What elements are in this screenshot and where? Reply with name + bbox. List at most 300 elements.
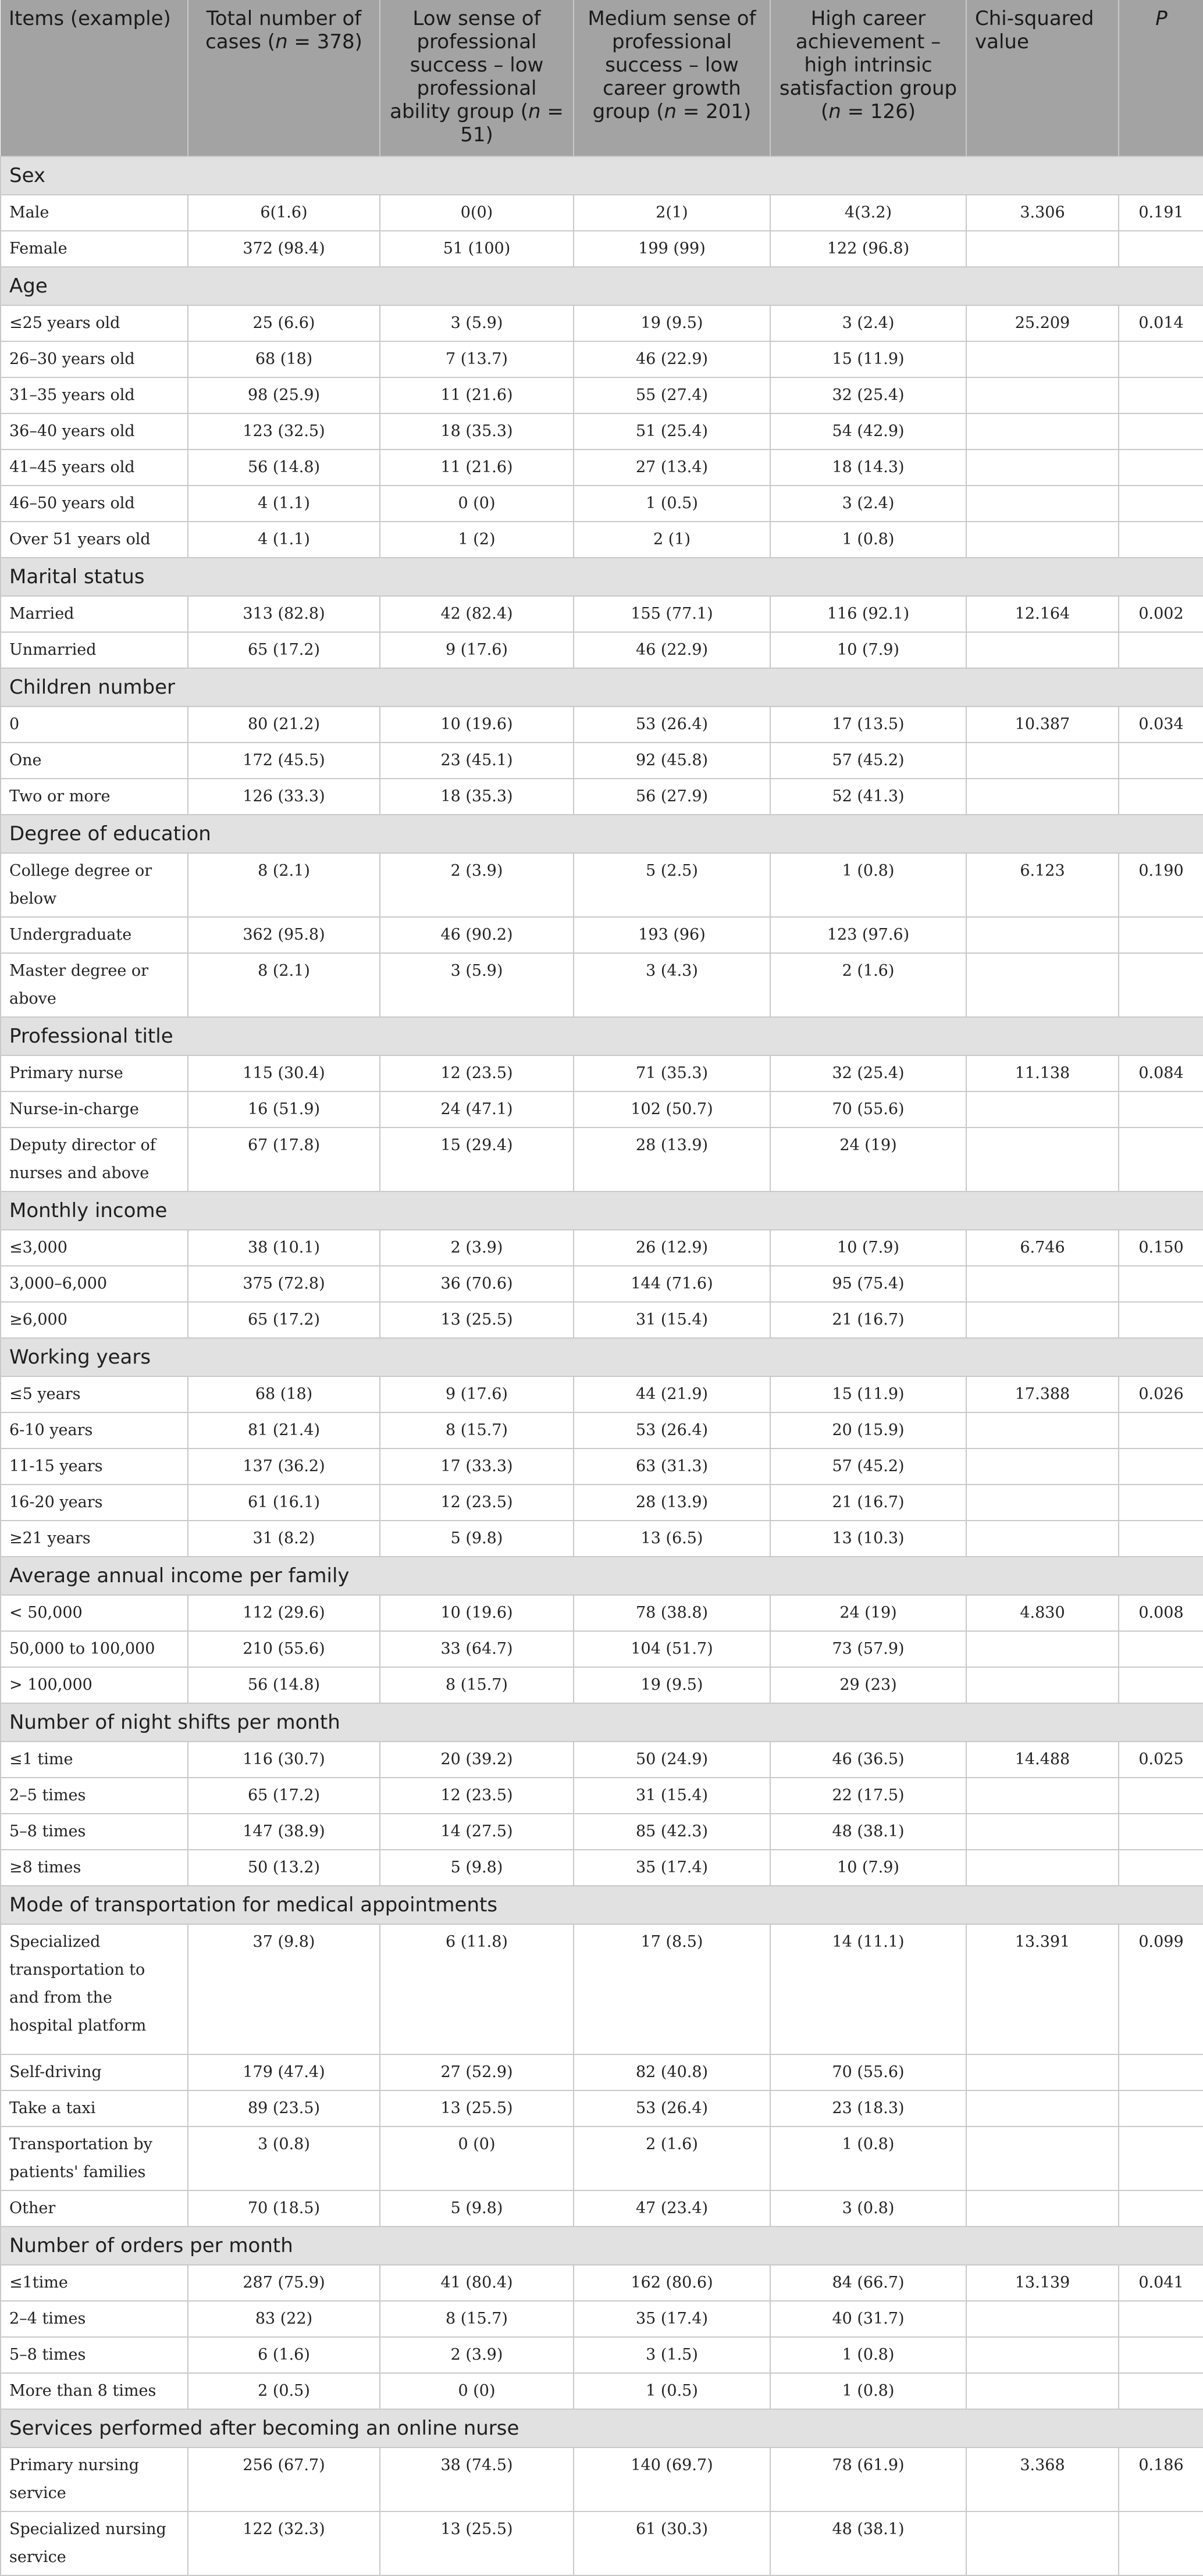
table-row [1, 2265, 1203, 2301]
table-cell [1119, 743, 1203, 779]
table-cell [1119, 1091, 1203, 1128]
table-body [1, 156, 1203, 2575]
table-cell [1119, 2373, 1203, 2409]
table-cell [966, 1850, 1119, 1886]
table-cell: 98 (25.9) [188, 377, 380, 413]
row-label: ≥21 years [1, 1521, 188, 1557]
table-cell [966, 1667, 1119, 1703]
table-cell [966, 1521, 1119, 1557]
table-cell: 147 (38.9) [188, 1814, 380, 1850]
section-row [1, 156, 1203, 195]
table-cell [966, 953, 1119, 1017]
table-cell: 112 (29.6) [188, 1595, 380, 1631]
table-cell: 2(1) [574, 195, 770, 231]
table-cell: 32 (25.4) [770, 1055, 966, 1091]
table-row [1, 413, 1203, 449]
table-row [1, 1778, 1203, 1814]
table-cell [966, 522, 1119, 558]
row-label: ≥8 times [1, 1850, 188, 1886]
table-cell [966, 779, 1119, 815]
table-cell: 2 (3.9) [380, 853, 574, 917]
table-cell: 28 (13.9) [574, 1485, 770, 1521]
table-cell: 56 (27.9) [574, 779, 770, 815]
table-cell: 1 (0.8) [770, 522, 966, 558]
table-cell: 0.002 [1119, 596, 1203, 632]
section-title: Sex [1, 156, 1203, 195]
table-row [1, 1055, 1203, 1091]
table-cell: 126 (33.3) [188, 779, 380, 815]
header-low-group: Low sense of professional success – low professional ability group (n = 51) [380, 0, 574, 156]
row-label: 36–40 years old [1, 413, 188, 449]
row-label: 5–8 times [1, 1814, 188, 1850]
table-row [1, 2090, 1203, 2127]
table-cell [966, 341, 1119, 377]
table-cell [966, 2301, 1119, 2337]
table-cell: 11 (21.6) [380, 377, 574, 413]
header-p [1119, 0, 1203, 156]
header-row [1, 0, 1203, 156]
table-cell: 70 (55.6) [770, 2054, 966, 2090]
table-cell: 36 (70.6) [380, 1266, 574, 1302]
table-cell: 0 (0) [380, 2373, 574, 2409]
table-cell [966, 1814, 1119, 1850]
section-row [1, 2227, 1203, 2265]
table-row [1, 449, 1203, 486]
table-cell: 313 (82.8) [188, 596, 380, 632]
table-cell: 10 (7.9) [770, 1230, 966, 1266]
table-cell: 0.026 [1119, 1376, 1203, 1412]
table-cell [966, 413, 1119, 449]
table-cell: 115 (30.4) [188, 1055, 380, 1091]
table-cell: 65 (17.2) [188, 1778, 380, 1814]
table-row [1, 377, 1203, 413]
section-row [1, 668, 1203, 707]
table-cell: 73 (57.9) [770, 1631, 966, 1667]
table-row [1, 743, 1203, 779]
table-row [1, 1631, 1203, 1667]
table-cell: 2 (1.6) [770, 953, 966, 1017]
table-cell: 1 (0.8) [770, 2373, 966, 2409]
table-cell: 17 (8.5) [574, 1924, 770, 2054]
table-cell: 51 (100) [380, 231, 574, 267]
table-cell [966, 2337, 1119, 2373]
table-row [1, 2054, 1203, 2090]
table-row [1, 1850, 1203, 1886]
table-cell: 5 (2.5) [574, 853, 770, 917]
table-cell: 2 (3.9) [380, 2337, 574, 2373]
row-label: Self-driving [1, 2054, 188, 2090]
table-cell: 50 (13.2) [188, 1850, 380, 1886]
table-cell: 1 (0.5) [574, 2373, 770, 2409]
table-cell: 6 (1.6) [188, 2337, 380, 2373]
table-row [1, 1302, 1203, 1338]
table-cell [1119, 2337, 1203, 2373]
row-label: ≤1 time [1, 1742, 188, 1778]
table-row [1, 2190, 1203, 2227]
table-cell: 57 (45.2) [770, 743, 966, 779]
table-row [1, 2511, 1203, 2575]
row-label: 3,000–6,000 [1, 1266, 188, 1302]
table-row [1, 341, 1203, 377]
table-cell: 40 (31.7) [770, 2301, 966, 2337]
table-cell [966, 1485, 1119, 1521]
table-cell: 63 (31.3) [574, 1448, 770, 1485]
table-cell [1119, 2301, 1203, 2337]
table-cell [966, 486, 1119, 522]
table-cell: 9 (17.6) [380, 1376, 574, 1412]
table-cell: 210 (55.6) [188, 1631, 380, 1667]
table-cell: 61 (30.3) [574, 2511, 770, 2575]
table-cell: 155 (77.1) [574, 596, 770, 632]
table-row [1, 632, 1203, 668]
table-row [1, 231, 1203, 267]
table-cell: 0.084 [1119, 1055, 1203, 1091]
table-cell: 2 (1) [574, 522, 770, 558]
table-cell [1119, 1778, 1203, 1814]
table-row [1, 1667, 1203, 1703]
table-row [1, 953, 1203, 1017]
table-cell: 10 (19.6) [380, 707, 574, 743]
table-cell [966, 743, 1119, 779]
table-cell: 8 (2.1) [188, 953, 380, 1017]
table-header [1, 0, 1203, 156]
table-cell [1119, 486, 1203, 522]
table-cell: 17 (33.3) [380, 1448, 574, 1485]
table-cell: 67 (17.8) [188, 1128, 380, 1191]
table-cell [966, 1631, 1119, 1667]
table-cell: 24 (19) [770, 1595, 966, 1631]
table-cell: 116 (30.7) [188, 1742, 380, 1778]
section-title: Professional title [1, 1017, 1203, 1055]
table-cell: 10 (19.6) [380, 1595, 574, 1631]
table-row [1, 1485, 1203, 1521]
table-cell: 0.099 [1119, 1924, 1203, 2054]
table-cell: 0.034 [1119, 707, 1203, 743]
table-cell: 84 (66.7) [770, 2265, 966, 2301]
row-label: Specialized nursing service [1, 2511, 188, 2575]
table-cell [1119, 917, 1203, 953]
table-cell: 70 (55.6) [770, 1091, 966, 1128]
table-cell: 17.388 [966, 1376, 1119, 1412]
table-cell [966, 1091, 1119, 1128]
table-cell: 123 (97.6) [770, 917, 966, 953]
table-cell: 0.025 [1119, 1742, 1203, 1778]
table-cell: 10.387 [966, 707, 1119, 743]
table-cell [1119, 449, 1203, 486]
table-cell: 56 (14.8) [188, 1667, 380, 1703]
table-cell: 42 (82.4) [380, 596, 574, 632]
table-row [1, 1376, 1203, 1412]
row-label: ≤1time [1, 2265, 188, 2301]
table-row [1, 1521, 1203, 1557]
table-cell: 3 (2.4) [770, 305, 966, 341]
table-cell: 25 (6.6) [188, 305, 380, 341]
section-row [1, 1886, 1203, 1924]
table-cell: 92 (45.8) [574, 743, 770, 779]
table-cell: 35 (17.4) [574, 1850, 770, 1886]
table-cell: 4 (1.1) [188, 522, 380, 558]
table-row [1, 596, 1203, 632]
row-label: Undergraduate [1, 917, 188, 953]
table-cell: 31 (15.4) [574, 1778, 770, 1814]
row-label: 31–35 years old [1, 377, 188, 413]
table-cell: 13.391 [966, 1924, 1119, 2054]
table-cell [966, 2511, 1119, 2575]
table-cell: 83 (22) [188, 2301, 380, 2337]
section-title: Degree of education [1, 815, 1203, 853]
table-cell [966, 1128, 1119, 1191]
row-label: Deputy director of nurses and above [1, 1128, 188, 1191]
table-cell: 80 (21.2) [188, 707, 380, 743]
section-row [1, 1557, 1203, 1595]
row-label: College degree or below [1, 853, 188, 917]
table-cell: 15 (11.9) [770, 1376, 966, 1412]
row-label: Two or more [1, 779, 188, 815]
header-items: Items (example) [1, 0, 188, 156]
table-cell: 71 (35.3) [574, 1055, 770, 1091]
table-row [1, 2337, 1203, 2373]
table-cell: 68 (18) [188, 1376, 380, 1412]
table-cell [966, 917, 1119, 953]
table-row [1, 305, 1203, 341]
table-cell: 3.368 [966, 2447, 1119, 2511]
table-cell: 104 (51.7) [574, 1631, 770, 1667]
table-cell [1119, 1631, 1203, 1667]
table-cell [1119, 1485, 1203, 1521]
table-row [1, 1266, 1203, 1302]
table-cell: 17 (13.5) [770, 707, 966, 743]
table-cell [966, 2090, 1119, 2127]
row-label: Primary nursing service [1, 2447, 188, 2511]
table-cell: 5 (9.8) [380, 1850, 574, 1886]
table-cell: 41 (80.4) [380, 2265, 574, 2301]
table-cell: 256 (67.7) [188, 2447, 380, 2511]
table-cell: 54 (42.9) [770, 413, 966, 449]
row-label: < 50,000 [1, 1595, 188, 1631]
header-medium-group: Medium sense of professional success – low career growth group (n = 201) [574, 0, 770, 156]
table-cell [966, 2373, 1119, 2409]
table-cell: 52 (41.3) [770, 779, 966, 815]
table-cell [1119, 1667, 1203, 1703]
table-cell: 5 (9.8) [380, 2190, 574, 2227]
table-cell [966, 231, 1119, 267]
table-cell: 172 (45.5) [188, 743, 380, 779]
section-title: Marital status [1, 558, 1203, 596]
table-cell [1119, 1128, 1203, 1191]
table-cell: 48 (38.1) [770, 2511, 966, 2575]
table-cell: 0.014 [1119, 305, 1203, 341]
table-cell: 78 (61.9) [770, 2447, 966, 2511]
table-cell [966, 2127, 1119, 2190]
table-cell: 372 (98.4) [188, 231, 380, 267]
table-cell: 51 (25.4) [574, 413, 770, 449]
section-row [1, 267, 1203, 305]
table-cell: 11.138 [966, 1055, 1119, 1091]
table-cell: 56 (14.8) [188, 449, 380, 486]
table-cell: 1 (0.8) [770, 2127, 966, 2190]
table-cell: 27 (52.9) [380, 2054, 574, 2090]
table-row [1, 1924, 1203, 2054]
section-title: Number of orders per month [1, 2227, 1203, 2265]
table-cell [1119, 413, 1203, 449]
table-cell: 122 (96.8) [770, 231, 966, 267]
table-cell: 8 (15.7) [380, 1667, 574, 1703]
table-cell: 22 (17.5) [770, 1778, 966, 1814]
table-cell [966, 632, 1119, 668]
table-cell: 6.746 [966, 1230, 1119, 1266]
table-cell: 37 (9.8) [188, 1924, 380, 2054]
table-cell: 46 (22.9) [574, 632, 770, 668]
row-label: 50,000 to 100,000 [1, 1631, 188, 1667]
table-cell: 11 (21.6) [380, 449, 574, 486]
table-cell: 19 (9.5) [574, 1667, 770, 1703]
table-cell [966, 2190, 1119, 2227]
table-cell: 26 (12.9) [574, 1230, 770, 1266]
table-cell: 65 (17.2) [188, 1302, 380, 1338]
table-row [1, 1448, 1203, 1485]
table-row [1, 1091, 1203, 1128]
table-cell: 16 (51.9) [188, 1091, 380, 1128]
table-row [1, 853, 1203, 917]
table-cell [1119, 2090, 1203, 2127]
row-label: Married [1, 596, 188, 632]
section-row [1, 558, 1203, 596]
section-row [1, 1703, 1203, 1742]
table-cell: 6.123 [966, 853, 1119, 917]
table-cell: 46 (90.2) [380, 917, 574, 953]
table-cell: 116 (92.1) [770, 596, 966, 632]
table-cell: 6(1.6) [188, 195, 380, 231]
section-row [1, 1338, 1203, 1376]
table-row [1, 917, 1203, 953]
table-cell: 13 (25.5) [380, 2090, 574, 2127]
table-cell: 23 (18.3) [770, 2090, 966, 2127]
table-cell: 20 (15.9) [770, 1412, 966, 1448]
table-cell: 179 (47.4) [188, 2054, 380, 2090]
table-cell [966, 1412, 1119, 1448]
row-label: Master degree or above [1, 953, 188, 1017]
row-label: Over 51 years old [1, 522, 188, 558]
section-title: Mode of transportation for medical appointments [1, 1886, 1203, 1924]
row-label: More than 8 times [1, 2373, 188, 2409]
table-cell: 78 (38.8) [574, 1595, 770, 1631]
table-cell: 13 (6.5) [574, 1521, 770, 1557]
table-cell: 287 (75.9) [188, 2265, 380, 2301]
header-high-group: High career achievement – high intrinsic satisfaction group (n = 126) [770, 0, 966, 156]
table-cell: 0(0) [380, 195, 574, 231]
table-cell: 4 (1.1) [188, 486, 380, 522]
table-cell: 50 (24.9) [574, 1742, 770, 1778]
table-cell: 0.150 [1119, 1230, 1203, 1266]
table-cell: 1 (0.5) [574, 486, 770, 522]
row-label: ≥6,000 [1, 1302, 188, 1338]
row-label: 6-10 years [1, 1412, 188, 1448]
row-label: Take a taxi [1, 2090, 188, 2127]
header-p-label: P [1155, 7, 1168, 30]
table-cell: 24 (47.1) [380, 1091, 574, 1128]
table-cell: 57 (45.2) [770, 1448, 966, 1485]
row-label: Male [1, 195, 188, 231]
table-row [1, 1128, 1203, 1191]
row-label: Specialized transportation to and from the hospital platform [1, 1924, 188, 2054]
table-cell: 2 (0.5) [188, 2373, 380, 2409]
row-label: 0 [1, 707, 188, 743]
row-label: ≤5 years [1, 1376, 188, 1412]
table-cell: 7 (13.7) [380, 341, 574, 377]
row-label: 16-20 years [1, 1485, 188, 1521]
table-row [1, 486, 1203, 522]
table-cell [1119, 1521, 1203, 1557]
table-cell: 53 (26.4) [574, 707, 770, 743]
table-cell: 2 (1.6) [574, 2127, 770, 2190]
row-label: Unmarried [1, 632, 188, 668]
table-cell [1119, 341, 1203, 377]
table-cell: 24 (19) [770, 1128, 966, 1191]
table-cell: 375 (72.8) [188, 1266, 380, 1302]
table-cell: 82 (40.8) [574, 2054, 770, 2090]
table-cell: 123 (32.5) [188, 413, 380, 449]
row-label: Nurse-in-charge [1, 1091, 188, 1128]
table-cell [966, 449, 1119, 486]
table-cell: 48 (38.1) [770, 1814, 966, 1850]
row-label: 11-15 years [1, 1448, 188, 1485]
table-cell [966, 1266, 1119, 1302]
section-title: Average annual income per family [1, 1557, 1203, 1595]
table-cell: 85 (42.3) [574, 1814, 770, 1850]
table-cell [966, 2054, 1119, 2090]
table-cell: 23 (45.1) [380, 743, 574, 779]
section-title: Number of night shifts per month [1, 1703, 1203, 1742]
table-cell: 12.164 [966, 596, 1119, 632]
header-chi-squared: Chi-squared value [966, 0, 1119, 156]
table-cell [1119, 1302, 1203, 1338]
table-cell [1119, 377, 1203, 413]
row-label: 46–50 years old [1, 486, 188, 522]
table-cell: 9 (17.6) [380, 632, 574, 668]
table-cell: 0 (0) [380, 486, 574, 522]
table-cell: 70 (18.5) [188, 2190, 380, 2227]
table-cell: 0.008 [1119, 1595, 1203, 1631]
table-cell: 25.209 [966, 305, 1119, 341]
table-cell: 3 (1.5) [574, 2337, 770, 2373]
table-cell [1119, 2511, 1203, 2575]
table-cell: 13 (25.5) [380, 1302, 574, 1338]
table-cell: 3 (5.9) [380, 953, 574, 1017]
table-cell: 0.190 [1119, 853, 1203, 917]
table-cell: 362 (95.8) [188, 917, 380, 953]
table-cell: 10 (7.9) [770, 632, 966, 668]
table-cell: 29 (23) [770, 1667, 966, 1703]
table-cell [1119, 2054, 1203, 2090]
table-cell: 21 (16.7) [770, 1485, 966, 1521]
row-label: One [1, 743, 188, 779]
header-total: Total number of cases (n = 378) [188, 0, 380, 156]
row-label: ≤3,000 [1, 1230, 188, 1266]
row-label: 2–5 times [1, 1778, 188, 1814]
table-cell: 5 (9.8) [380, 1521, 574, 1557]
table-cell [1119, 1850, 1203, 1886]
table-cell: 31 (15.4) [574, 1302, 770, 1338]
section-title: Monthly income [1, 1191, 1203, 1230]
table-row [1, 707, 1203, 743]
table-cell: 13.139 [966, 2265, 1119, 2301]
table-cell [966, 1302, 1119, 1338]
table-cell: 1 (0.8) [770, 853, 966, 917]
table-cell: 19 (9.5) [574, 305, 770, 341]
table-cell: 2 (3.9) [380, 1230, 574, 1266]
table-row [1, 2373, 1203, 2409]
table-cell [966, 377, 1119, 413]
